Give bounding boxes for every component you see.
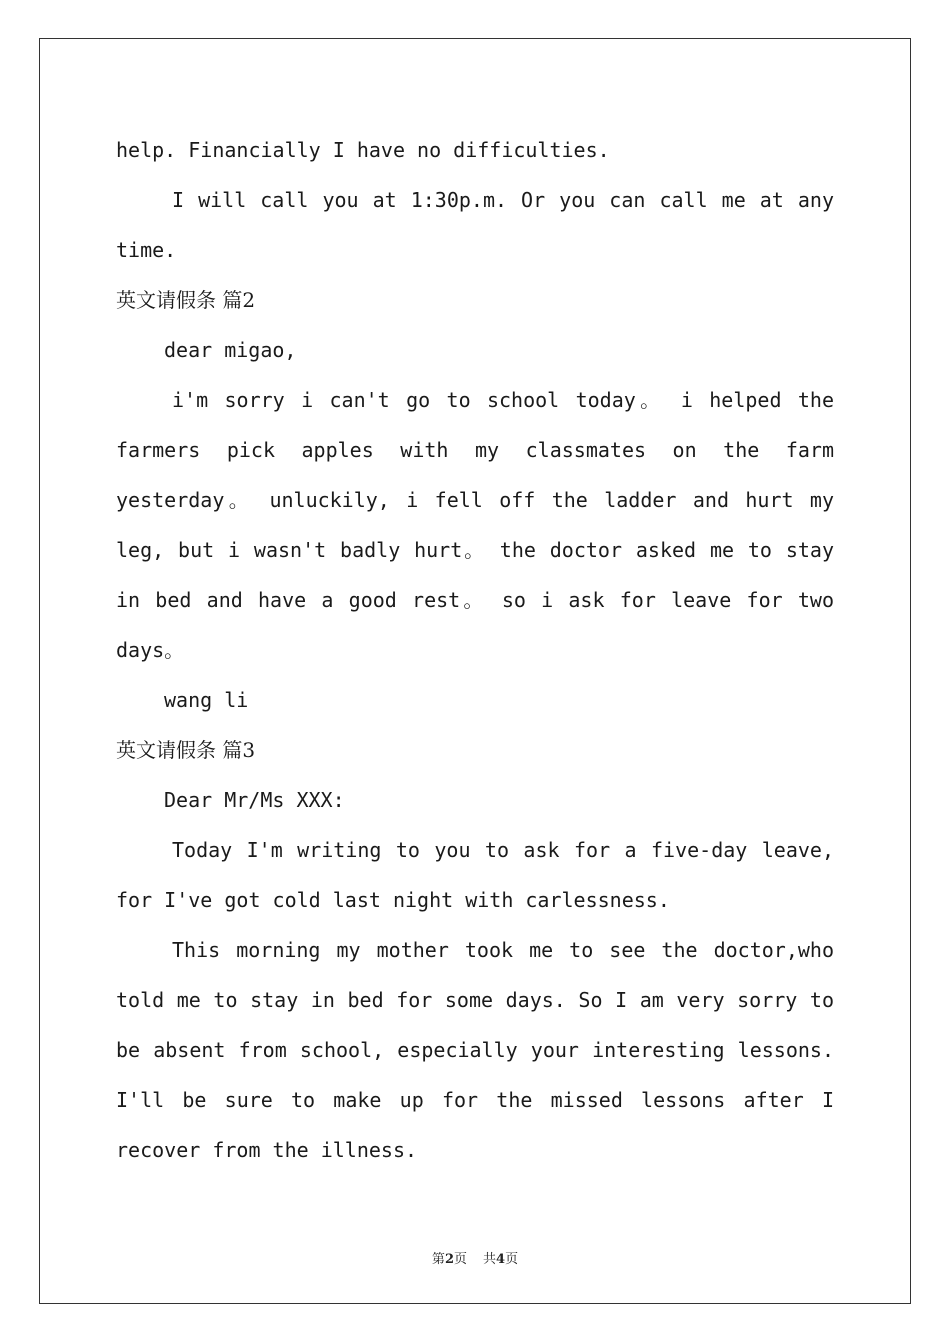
page-total: 4 — [496, 1252, 506, 1267]
page-suffix: 页 — [453, 1252, 467, 1267]
text-line: help. Financially I have no difficulties. — [116, 138, 610, 162]
salutation: Dear Mr/Ms XXX: — [164, 788, 345, 812]
total-suffix: 页 — [505, 1252, 519, 1267]
text-line: told me to stay in bed for some days. So I am very sorry to — [116, 988, 834, 1012]
text-line: be absent from school, especially your interesting lessons. — [116, 1038, 834, 1062]
text-line: in bed and have a good rest。 so i ask for leave for two — [116, 588, 834, 612]
page-prefix: 第 — [431, 1252, 445, 1267]
text-line: farmers pick apples with my classmates on the farm — [116, 438, 834, 462]
text-line: for I've got cold last night with carlessness. — [116, 888, 670, 912]
section-heading: 英文请假条 篇2 — [116, 288, 256, 312]
text-line: i'm sorry i can't go to school today。 i helped the — [172, 388, 834, 412]
text-line: days。 — [116, 638, 185, 662]
text-line: I will call you at 1:30p.m. Or you can call me at any — [172, 188, 834, 212]
signature: wang li — [164, 688, 249, 712]
text-line: yesterday。 unluckily, i fell off the ladder and hurt my — [116, 488, 834, 512]
text-line: Today I'm writing to you to ask for a five-day leave, — [172, 838, 834, 862]
page-current: 2 — [444, 1252, 454, 1267]
text-line: recover from the illness. — [116, 1138, 418, 1162]
text-line: This morning my mother took me to see the doctor,who — [172, 938, 834, 962]
total-prefix: 共 — [483, 1252, 497, 1267]
document-body — [116, 125, 834, 1175]
page-footer — [0, 1248, 950, 1267]
text-line: time. — [116, 238, 177, 262]
text-line: I'll be sure to make up for the missed lessons after I — [116, 1088, 834, 1112]
section-heading: 英文请假条 篇3 — [116, 738, 256, 762]
salutation: dear migao, — [164, 338, 297, 362]
text-line: leg, but i wasn't badly hurt。 the doctor asked me to stay — [116, 538, 834, 562]
